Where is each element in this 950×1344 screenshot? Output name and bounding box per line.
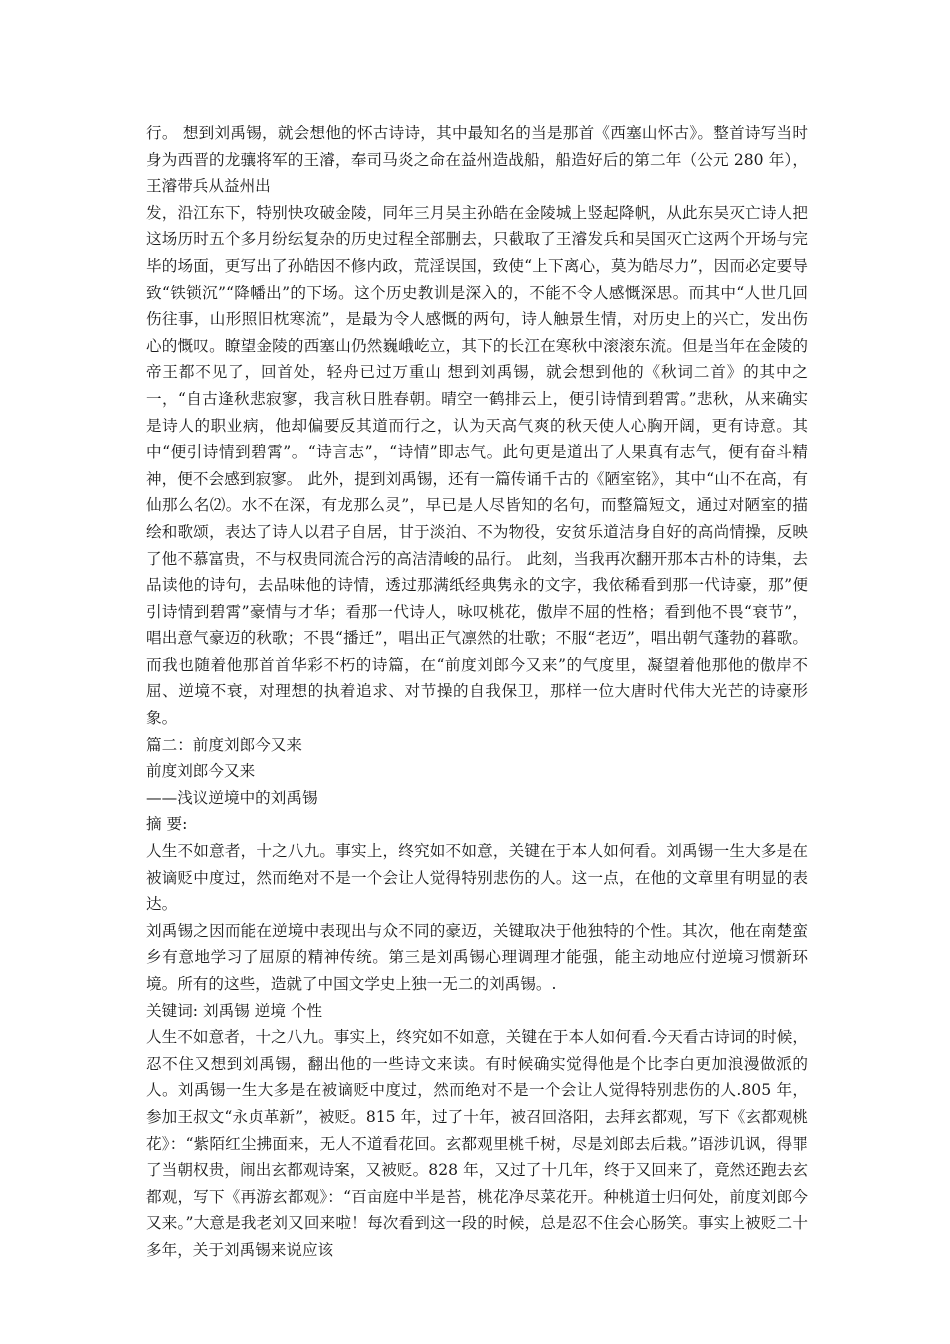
abstract-heading: 摘 要: [146, 815, 188, 834]
abstract-paragraph-2: 刘禹锡之因而能在逆境中表现出与众不同的豪迈，关键取决于他独特的个性。其次，他在南楚蛮乡有意地学习了屈原的精神传统。第三是刘禹锡心理调理才能强，能主动地应付逆境习惯新环境。所有的这些，造就了中国文学史上独一无二的刘禹锡。. [146, 921, 808, 993]
abstract-paragraph-1: 人生不如意者，十之八九。事实上，终究如不如意，关键在于本人如何看。刘禹锡一生大多是在被谪贬中度过，然而绝对不是一个会让人觉得特别悲伤的人。这一点，在他的文章里有明显的表达。 [146, 842, 808, 914]
article-title: 前度刘郎今又来 [146, 762, 256, 781]
keywords-line: 关键词: 刘禹锡 逆境 个性 [146, 1001, 323, 1020]
document-page [146, 120, 808, 1264]
article-subtitle: ——浅议逆境中的刘禹锡 [146, 788, 318, 807]
section-heading-part-two: 篇二：前度刘郎今又来 [146, 735, 302, 754]
paragraph-main-body: 发，沿江东下，特别快攻破金陵，同年三月吴主孙皓在金陵城上竖起降帆，从此东吴灭亡诗人把这场历时五个多月纷纭复杂的历史过程全部删去，只截取了王濬发兵和吴国灭亡这两个开场与完毕的场面，更写出了孙皓因不修内政，荒淫误国，致使“上下离心，莫为皓尽力”，因而必定要导致“铁锁沉”“降幡出”的下场。这个历史教训是深入的，不能不令人感慨深思。而其中“人世几回伤往事，山形照旧枕寒流”，是最为令人感慨的两句，诗人触景生情，对历史上的兴亡，发出伤心的慨叹。瞭望金陵的西塞山仍然巍峨屹立，其下的长江在寒秋中滚滚东流。但是当年在金陵的帝王都不见了，回首处，轻舟已过万重山 想到刘禹锡，就会想到他的《秋词二首》的其中之一，“自古逢秋悲寂寥，我言秋日胜春朝。晴空一鹤排云上，便引诗情到碧霄。”悲秋，从来确实是诗人的职业病，他却偏要反其道而行之，认为天高气爽的秋天使人心胸开阔，更有诗意。其中“便引诗情到碧霄”。“诗言志”，“诗情”即志气。此句更是道出了人果真有志气，便有奋斗精神，便不会感到寂寥。 此外，提到刘禹锡，还有一篇传诵千古的《陋室铭》，其中“山不在高，有仙那么名⑵。水不在深，有龙那么灵”，早已是人尽皆知的名句，而整篇短文，通过对陋室的描绘和歌颂，表达了诗人以君子自居，甘于淡泊、不为物役，安贫乐道洁身自好的高尚情操，反映了他不慕富贵，不与权贵同流合污的高洁清峻的品行。 此刻，当我再次翻开那本古朴的诗集，去品读他的诗句，去品味他的诗情，透过那满纸经典隽永的文字，我依稀看到那一代诗豪，那”便引诗情到碧霄”豪情与才华；看那一代诗人，咏叹桃花，傲岸不屈的性格；看到他不畏“衰节”，唱出意气豪迈的秋歌；不畏“播迁”，唱出正气凛然的壮歌；不服“老迈”，唱出朝气蓬勃的暮歌。而我也随着他那首首华彩不朽的诗篇，在“前度刘郎今又来”的气度里，凝望着他那他的傲岸不屈、逆境不衰，对理想的执着追求、对节操的自我保卫，那样一位大唐时代伟大光芒的诗豪形象。 [146, 203, 808, 728]
body-paragraph: 人生不如意者，十之八九。事实上，终究如不如意，关键在于本人如何看.今天看古诗词的时候，忍不住又想到刘禹锡，翻出他的一些诗文来读。有时候确实觉得他是个比李白更加浪漫做派的人。刘禹锡一生大多是在被谪贬中度过，然而绝对不是一个会让人觉得特别悲伤的人.805 年，参加王叔文“永贞革新”，被贬。815 年，过了十年，被召回洛阳，去拜玄都观，写下《玄都观桃花》：“紫陌红尘拂面来，无人不道看花回。玄都观里桃千树，尽是刘郎去后栽。”语涉讥讽，得罪了当朝权贵，闹出玄都观诗案，又被贬。828 年，又过了十几年，终于又回来了，竟然还跑去玄都观，写下《再游玄都观》：“百亩庭中半是苔，桃花净尽菜花开。种桃道士归何处，前度刘郎今又来。”大意是我老刘又回来啦！每次看到这一段的时候，总是忍不住会心肠笑。事实上被贬二十多年，关于刘禹锡来说应该 [146, 1028, 808, 1259]
paragraph-xisaishan: 行。 想到刘禹锡，就会想他的怀古诗诗，其中最知名的当是那首《西塞山怀古》。整首诗写当时身为西晋的龙骧将军的王濬，奉司马炎之命在益州造战船，船造好后的第二年（公元 280 年），王濬带兵从益州出 [146, 124, 808, 196]
